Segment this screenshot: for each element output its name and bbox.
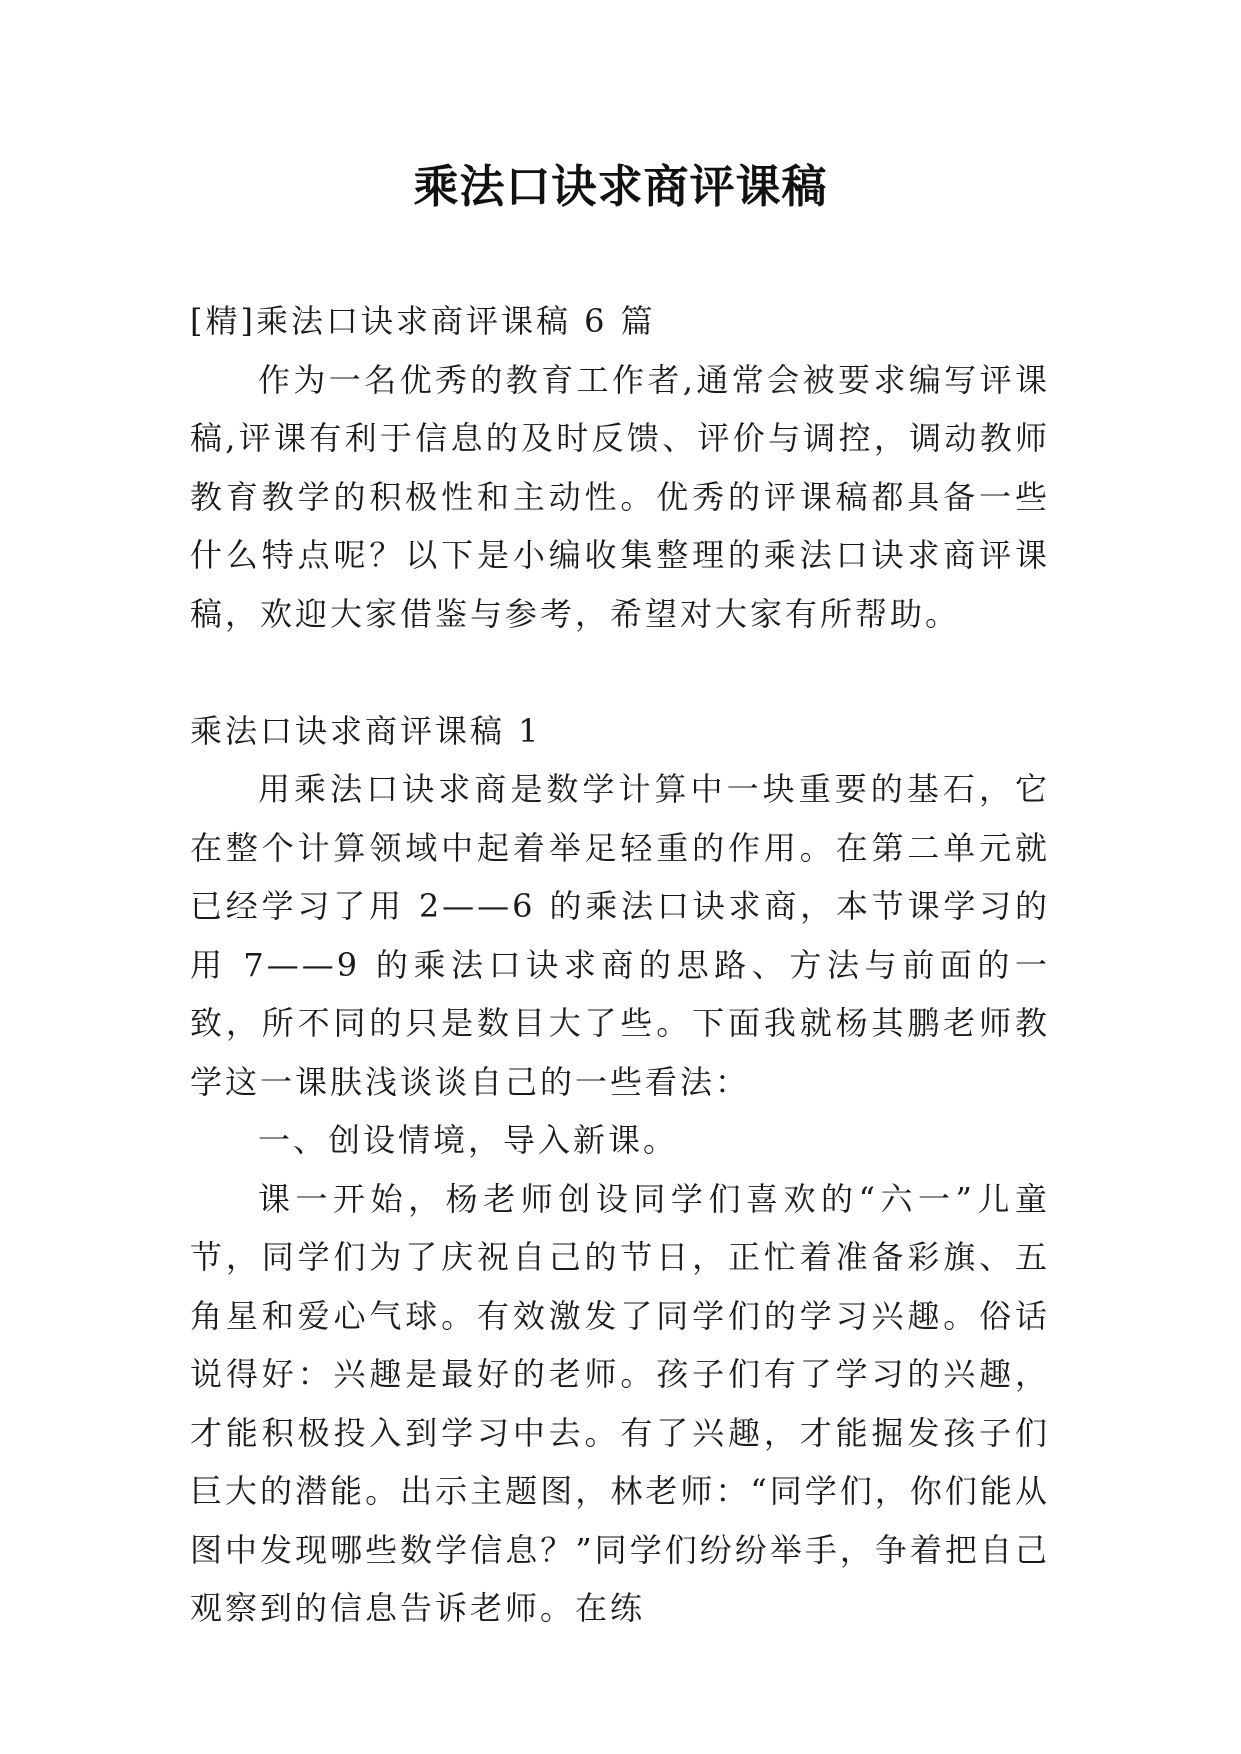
document-subtitle: [精]乘法口诀求商评课稿 6 篇: [190, 302, 656, 340]
document-body: [190, 292, 1050, 1638]
section-heading: 乘法口诀求商评课稿 1: [190, 711, 542, 750]
subheading-paragraph: 一、创设情境，导入新课。: [258, 1121, 679, 1159]
intro-paragraph: 作为一名优秀的教育工作者,通常会被要求编写评课稿,评课有利于信息的及时反馈、评价与调控，调动教师教育教学的积极性和主动性。优秀的评课稿都具备一些什么特点呢？以下是小编收集整理的乘法口诀求商评课稿，欢迎大家借鉴与参考，希望对大家有所帮助。: [190, 360, 1050, 633]
document-title: 乘法口诀求商评课稿: [413, 160, 828, 213]
body-paragraph: 用乘法口诀求商是数学计算中一块重要的基石，它在整个计算领域中起着举足轻重的作用。在第二单元就已经学习了用 2——6 的乘法口诀求商，本节课学习的用 7——9 的乘法口诀求商的思路、方法与前面的一致，所不同的只是数目大了些。下面我就杨其鹏老师教学这一课肤浅谈谈自己的一些看法：: [190, 770, 1050, 1101]
body-paragraph: 课一开始，杨老师创设同学们喜欢的“六一”儿童节，同学们为了庆祝自己的节日，正忙着准备彩旗、五角星和爱心气球。有效激发了同学们的学习兴趣。俗话说得好：兴趣是最好的老师。孩子们有了学习的兴趣，才能积极投入到学习中去。有了兴趣，才能掘发孩子们巨大的潜能。出示主题图，林老师：“同学们，你们能从图中发现哪些数学信息？”同学们纷纷举手，争着把自己观察到的信息告诉老师。在练: [190, 1179, 1050, 1627]
